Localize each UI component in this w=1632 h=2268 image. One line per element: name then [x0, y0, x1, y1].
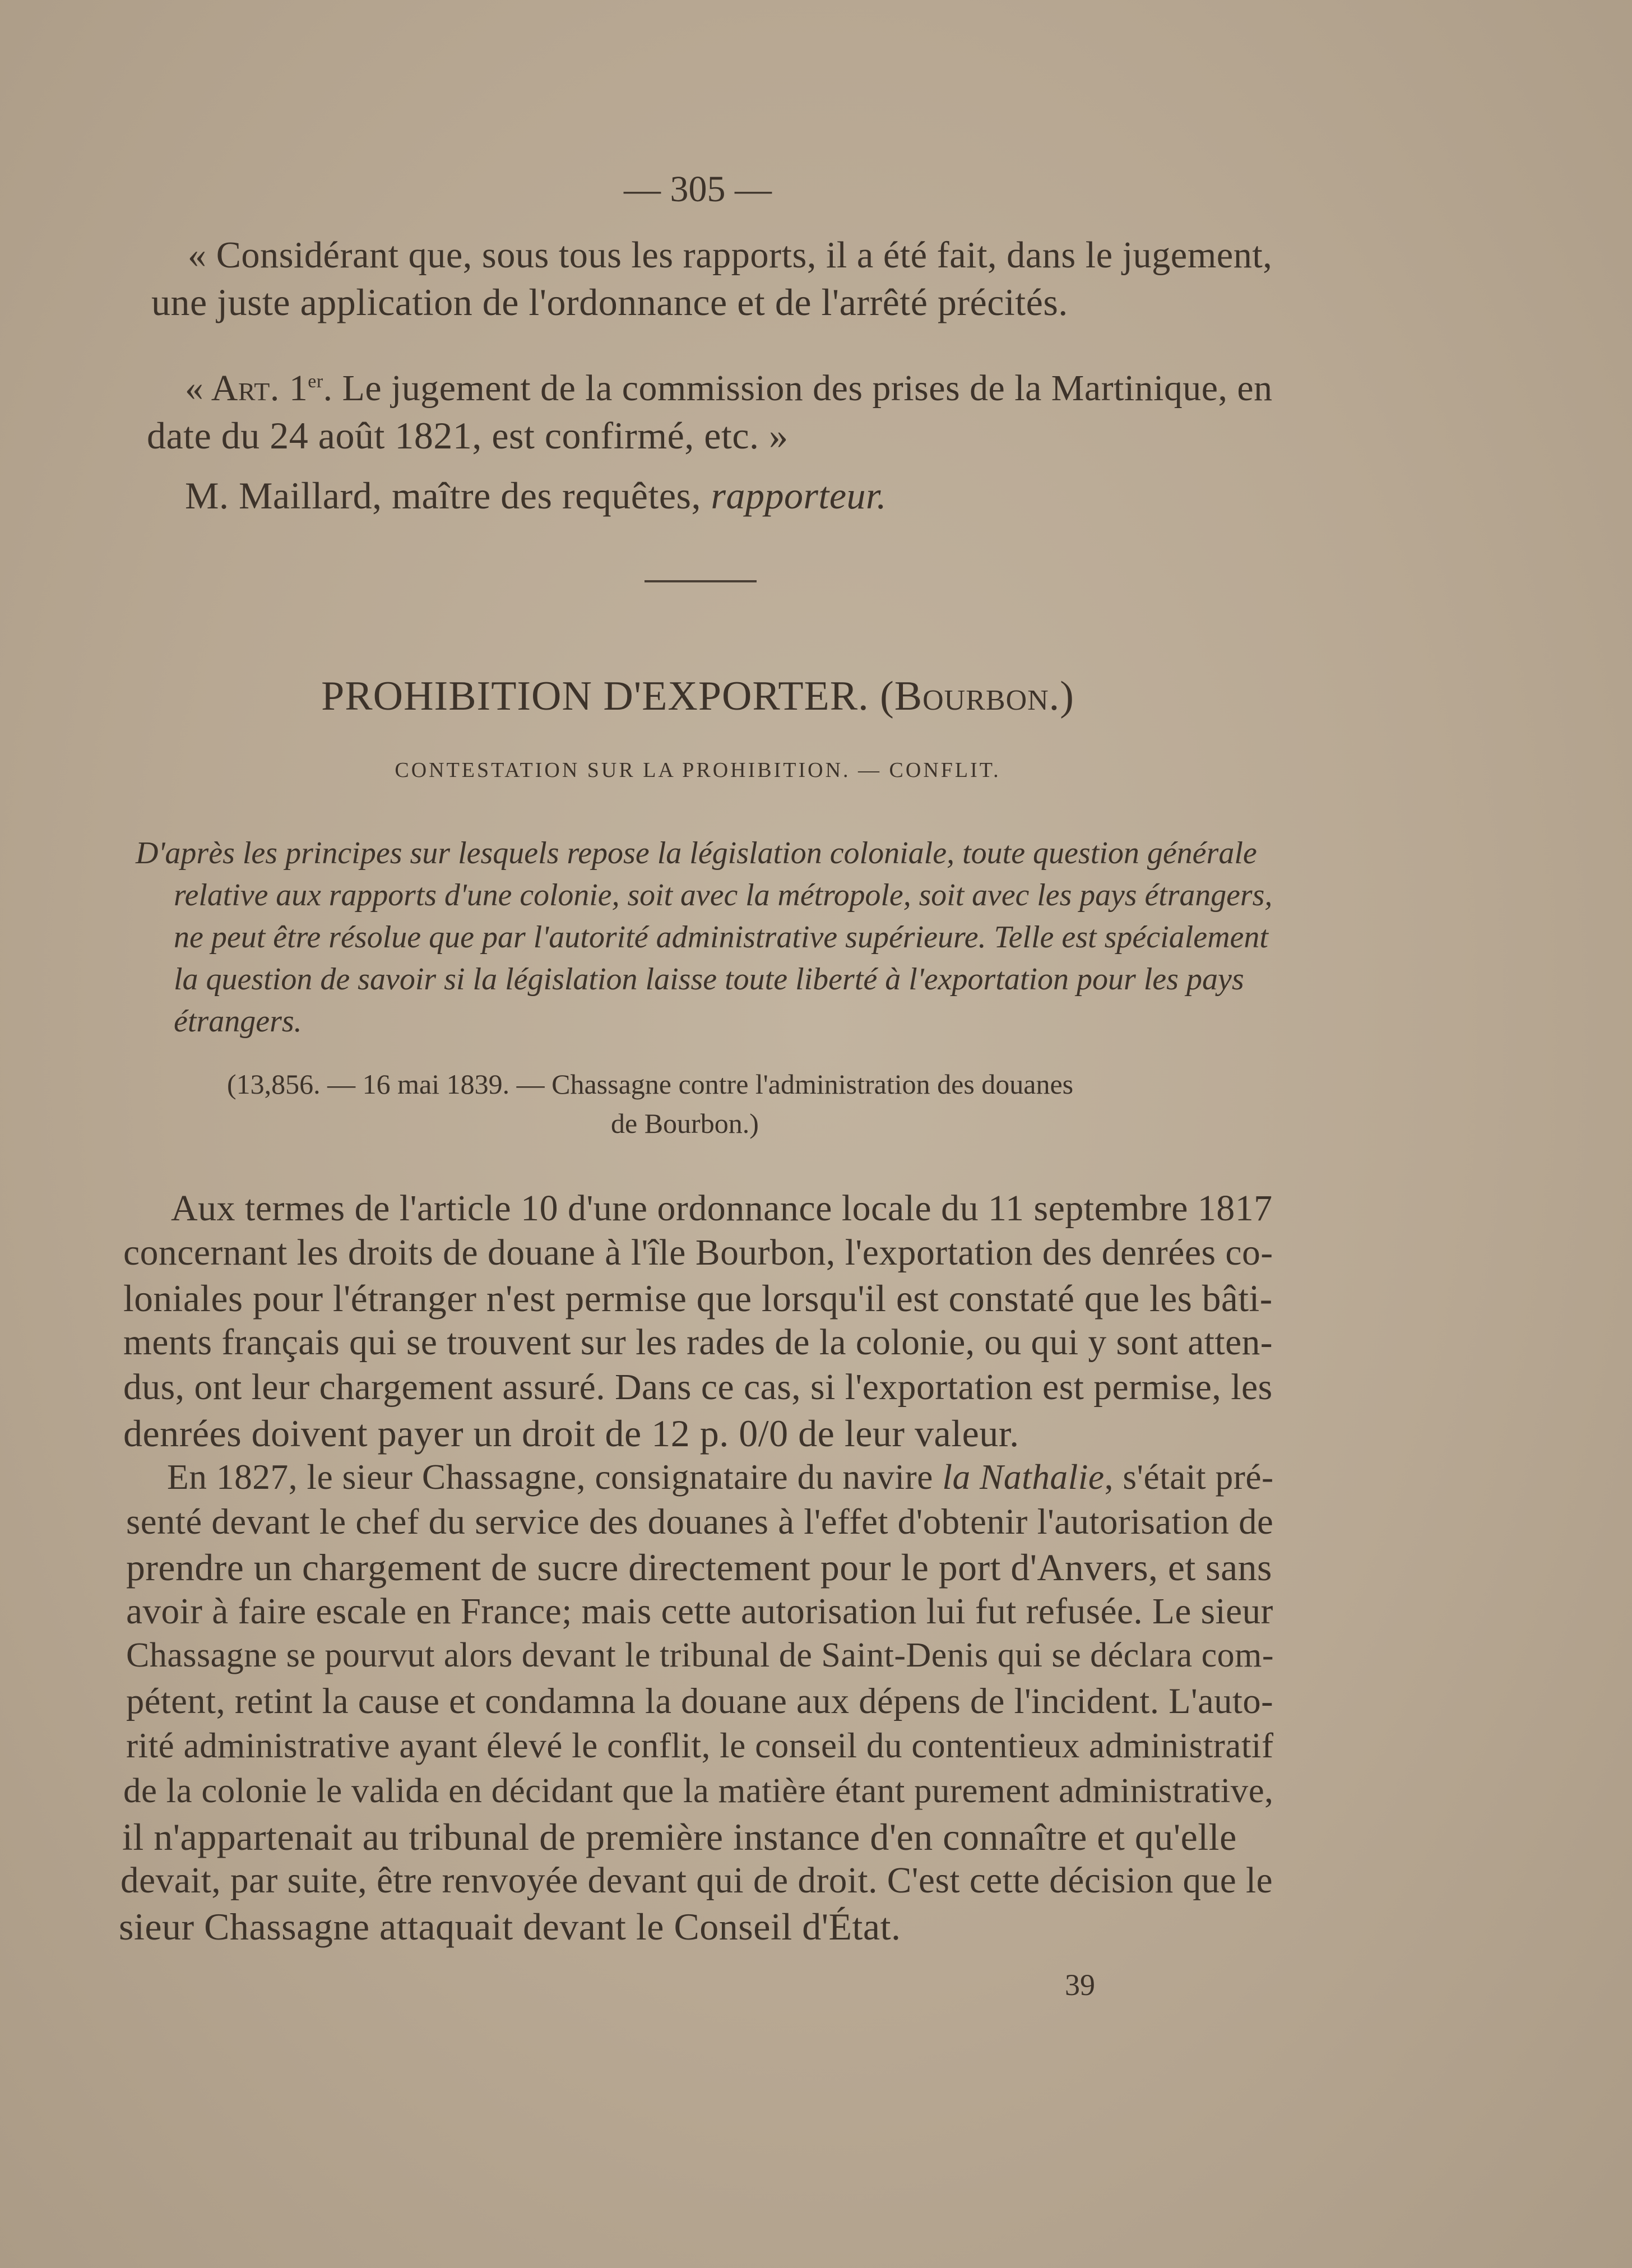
- body-line: il n'appartenait au tribunal de première instance d'en connaître et qu'elle: [122, 1816, 1237, 1858]
- body-line: rité administrative ayant élevé le conflit, le conseil du contentieux administratif: [126, 1726, 1274, 1765]
- section-divider: [645, 580, 757, 582]
- section-title-place: Bourbon.: [894, 673, 1060, 719]
- continuation-line: une juste application de l'ordonnance et de l'arrêté précités.: [151, 281, 1068, 323]
- body-line: concernant les droits de douane à l'île Bourbon, l'exportation des denrées co-: [123, 1233, 1273, 1273]
- article-prefix: « Art.: [185, 368, 280, 409]
- article-line: date du 24 août 1821, est confirmé, etc. »: [147, 414, 789, 457]
- body-line: denrées doivent payer un droit de 12 p. 0/0 de leur valeur.: [123, 1412, 1019, 1455]
- body-text: En 1827, le sieur Chassagne, consignataire du navire: [167, 1457, 943, 1497]
- body-text: , s'était pré-: [1104, 1457, 1274, 1497]
- continuation-line: « Considérant que, sous tous les rapports, il a été fait, dans le jugement,: [188, 235, 1273, 276]
- signature-mark: 39: [1065, 1968, 1095, 2002]
- section-title: [0, 673, 1395, 720]
- summary-line: D'après les principes sur lesquels repose la législation coloniale, toute question générale: [136, 836, 1257, 871]
- body-line: sieur Chassagne attaquait devant le Conseil d'État.: [119, 1905, 901, 1948]
- citation-line: (13,856. — 16 mai 1839. — Chassagne contre l'administration des douanes: [227, 1068, 1074, 1100]
- body-line: avoir à faire escale en France; mais cette autorisation lui fut refusée. Le sieur: [126, 1591, 1273, 1632]
- summary-line: ne peut être résolue que par l'autorité administrative supérieure. Telle est spécialement: [174, 920, 1268, 955]
- article-superscript: er: [308, 371, 323, 392]
- section-title-main: PROHIBITION D'EXPORTER. (: [321, 673, 894, 719]
- summary-line: étrangers.: [174, 1004, 302, 1039]
- body-line: Aux termes de l'article 10 d'une ordonnance locale du 11 septembre 1817: [171, 1188, 1273, 1229]
- body-line: [167, 1456, 1274, 1498]
- body-line: dus, ont leur chargement assuré. Dans ce cas, si l'exportation est permise, les: [123, 1367, 1273, 1408]
- article-line: [185, 367, 1273, 410]
- summary-line: la question de savoir si la législation laisse toute liberté à l'exportation pour les pays: [174, 962, 1244, 997]
- summary-line: relative aux rapports d'une colonie, soit avec la métropole, soit avec les pays étrangers,: [174, 878, 1273, 913]
- article-number: 1: [279, 368, 308, 409]
- body-line: de la colonie le valida en décidant que la matière étant purement administrative,: [123, 1771, 1274, 1810]
- body-line: prendre un chargement de sucre directement pour le port d'Anvers, et sans: [126, 1547, 1272, 1589]
- citation-line: de Bourbon.): [611, 1108, 759, 1139]
- body-line: Chassagne se pourvut alors devant le tribunal de Saint-Denis qui se déclara com-: [126, 1636, 1274, 1674]
- body-line: devait, par suite, être renvoyée devant qui de droit. C'est cette décision que le: [120, 1860, 1273, 1901]
- section-title-close: ): [1060, 673, 1074, 719]
- rapporteur-line: [185, 474, 887, 518]
- body-line: ments français qui se trouvent sur les rades de la colonie, ou qui y sont atten-: [123, 1322, 1273, 1363]
- section-subtitle: CONTESTATION SUR LA PROHIBITION. — CONFLIT.: [395, 758, 1001, 782]
- rapporteur-role: rapporteur.: [711, 474, 887, 517]
- ship-name: la Nathalie: [942, 1457, 1105, 1497]
- article-text: . Le jugement de la commission des prises de la Martinique, en: [323, 368, 1273, 409]
- body-line: loniales pour l'étranger n'est permise que lorsqu'il est constaté que les bâti-: [123, 1278, 1273, 1320]
- rapporteur-name: M. Maillard, maître des requêtes,: [185, 474, 711, 517]
- body-line: pétent, retint la cause et condamna la douane aux dépens de l'incident. L'auto-: [126, 1681, 1274, 1721]
- body-line: senté devant le chef du service des douanes à l'effet d'obtenir l'autorisation de: [126, 1502, 1274, 1542]
- page-number: — 305 —: [624, 169, 772, 210]
